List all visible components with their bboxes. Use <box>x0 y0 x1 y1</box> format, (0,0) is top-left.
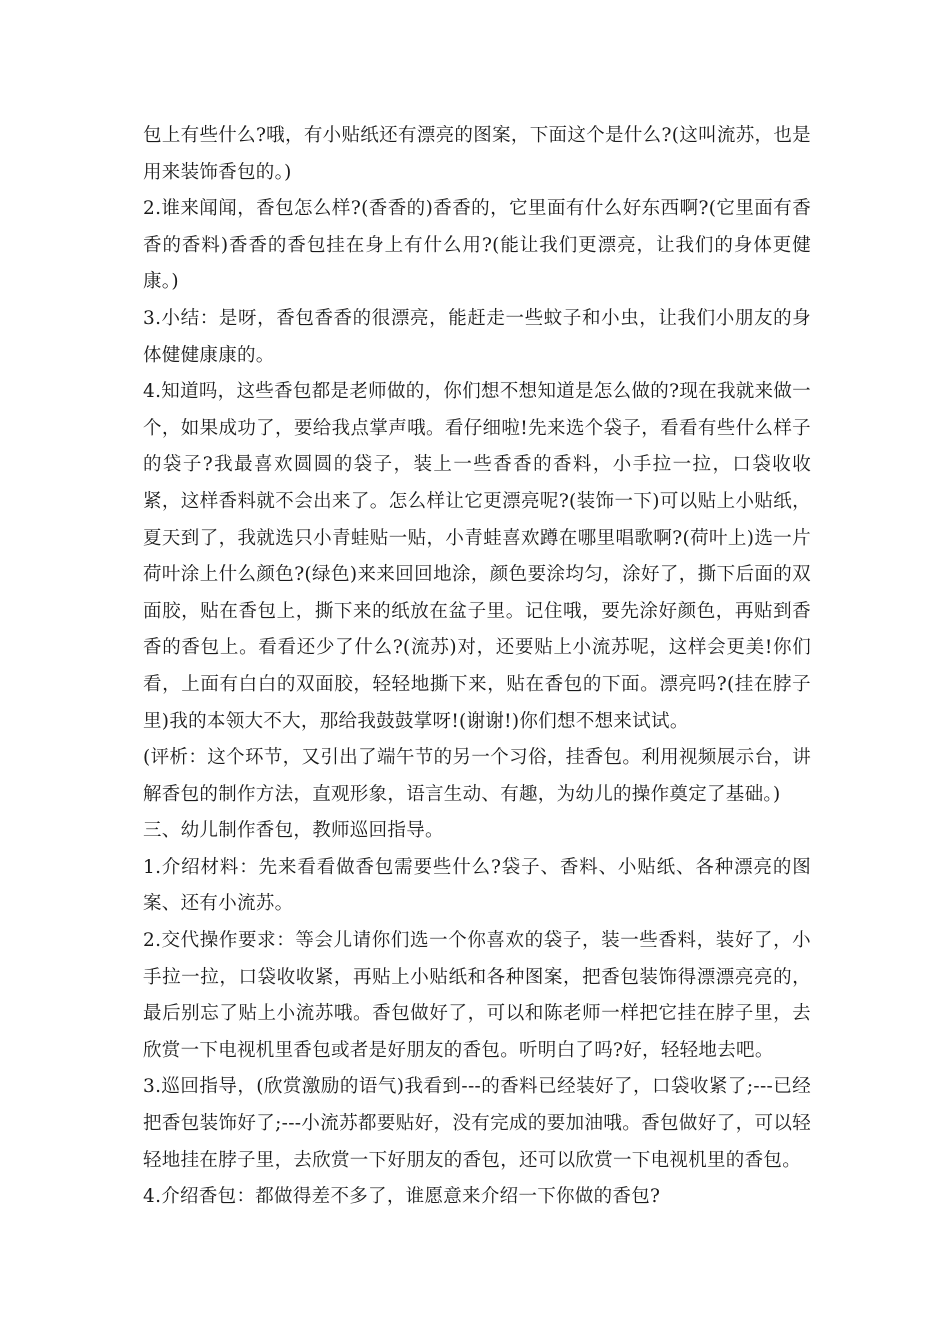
paragraph-2: 2.谁来闻闻，香包怎么样?(香香的)香香的，它里面有什么好东西啊?(它里面有香香的香料)香香的香包挂在身上有什么用?(能让我们更漂亮，让我们的身体更健康。) <box>143 198 811 293</box>
paragraph-9: 3.巡回指导，(欣赏激励的语气)我看到---的香料已经装好了，口袋收紧了;---已经把香包装饰好了;---小流苏都要贴好，没有完成的要加油哦。香包做好了，可以轻轻地挂在脖子里，去欣赏一下好朋友的香包，还可以欣赏一下电视机里的香包。 <box>143 1076 811 1171</box>
section-heading: 三、幼儿制作香包，教师巡回指导。 <box>143 820 444 842</box>
paragraph-10: 4.介绍香包：都做得差不多了，谁愿意来介绍一下你做的香包? <box>143 1186 661 1208</box>
paragraph-7: 1.介绍材料：先来看看做香包需要些什么?袋子、香料、小贴纸、各种漂亮的图案、还有小流苏。 <box>143 856 811 915</box>
paragraph-4: 4.知道吗，这些香包都是老师做的，你们想不想知道是怎么做的?现在我就来做一个，如果成功了，要给我点掌声哦。看仔细啦!先来选个袋子，看看有些什么样子的袋子?我最喜欢圆圆的袋子，装上一些香香的香料，小手拉一拉，口袋收收紧，这样香料就不会出来了。怎么样让它更漂亮呢?(装饰一下)可以贴上小贴纸，夏天到了，我就选只小青蛙贴一贴，小青蛙喜欢蹲在哪里唱歌啊?(荷叶上)选一片荷叶涂上什么颜色?(绿色)来来回回地涂，颜色要涂均匀，涂好了，撕下后面的双面胶，贴在香包上，撕下来的纸放在盆子里。记住哦，要先涂好颜色，再贴到香香的香包上。看看还少了什么?(流苏)对，还要贴上小流苏呢，这样会更美!你们看，上面有白白的双面胶，轻轻地撕下来，贴在香包的下面。漂亮吗?(挂在脖子里)我的本领大不大，那给我鼓鼓掌呀!(谢谢!)你们想不想来试试。 <box>143 381 811 732</box>
paragraph-8: 2.交代操作要求：等会儿请你们选一个你喜欢的袋子，装一些香料，装好了，小手拉一拉，口袋收收紧，再贴上小贴纸和各种图案，把香包装饰得漂漂亮亮的，最后别忘了贴上小流苏哦。香包做好了，可以和陈老师一样把它挂在脖子里，去欣赏一下电视机里香包或者是好朋友的香包。听明白了吗?好，轻轻地去吧。 <box>143 930 811 1061</box>
paragraph-1: 包上有些什么?哦，有小贴纸还有漂亮的图案，下面这个是什么?(这叫流苏，也是用来装饰香包的。) <box>143 125 811 183</box>
document-page <box>143 118 811 1216</box>
paragraph-3: 3.小结：是呀，香包香香的很漂亮，能赶走一些蚊子和小虫，让我们小朋友的身体健健康康的。 <box>143 307 811 366</box>
paragraph-5: (评析：这个环节，又引出了端午节的另一个习俗，挂香包。利用视频展示台，讲解香包的制作方法，直观形象，语言生动、有趣，为幼儿的操作奠定了基础。) <box>143 747 811 805</box>
